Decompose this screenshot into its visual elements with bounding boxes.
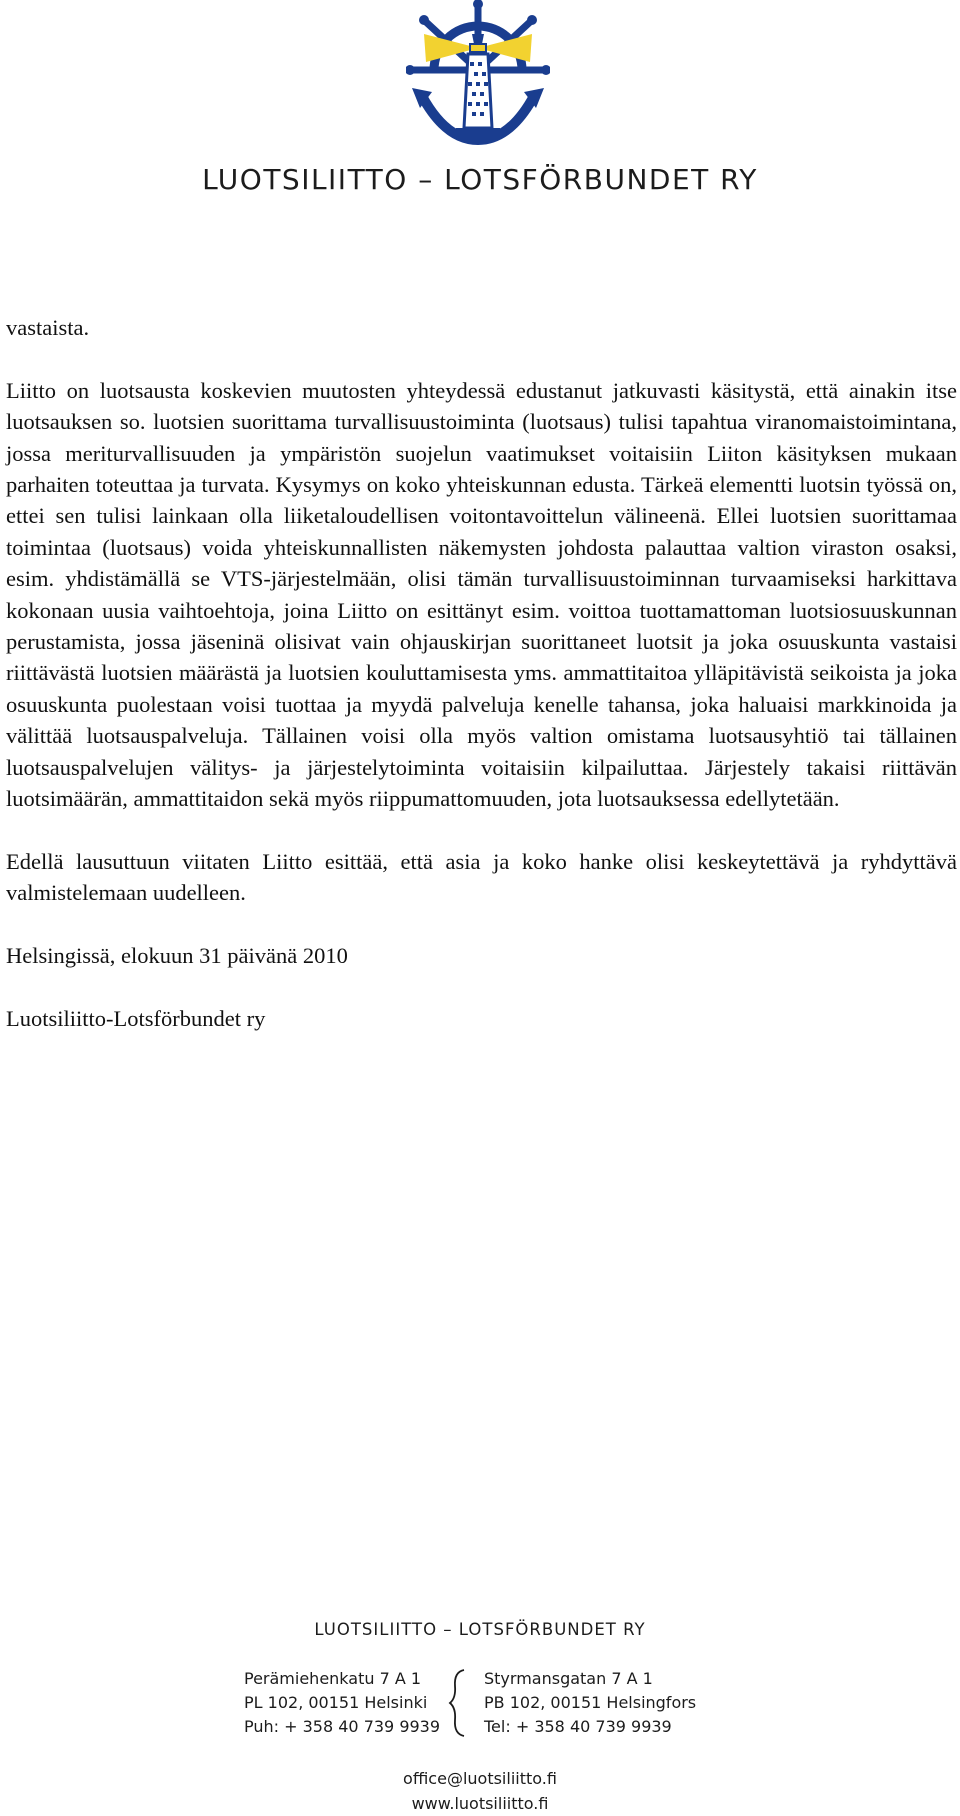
address-line: PB 102, 00151 Helsingfors (484, 1693, 697, 1712)
paragraph-main: Liitto on luotsausta koskevien muutosten yhteydessä edustanut jatkuvasti käsitystä, että ainakin itse luotsauksen so. luotsien suorittama turvallisuustoiminta (luotsaus) tulisi tapahtua viranomaistoimintana, jossa meriturvallisuuden ja ympäristön suojelun vaatimukset voitaisiin Liiton käsityksen mukaan parhaiten toteuttaa ja turvata. Kysymys on koko yhteiskunnan edusta. Tärkeä elementti luotsin työssä on, ettei sen tulisi lainkaan olla liiketaloudellisen voitontavoittelun välineenä. Ellei luotsien suorittamaa toimintaa (luotsaus) voida yhteiskunnallisten näkemysten johdosta palauttaa valtion viraston osaksi, esim. yhdistämällä se VTS-järjestelmään, olisi tämän turvallisuustoiminnan turvaamiseksi harkittava kokonaan uusia vaihtoehtoja, joina Liitto on esittänyt esim. voittoa tuottamattoman luotsiosuuskunnan perustamista, jossa jäseninä olisivat vain ohjauskirjan suorittaneet luotsit ja joka osuuskunta vastaisi riittävästä luotsien määrästä ja luotsien kouluttamisesta yms. ammattitaitoa ylläpitävistä seikoista ja joka osuuskunta puolestaan voisi tuottaa ja myydä palveluja kenelle tahansa, joka haluaisi markkinoida ja välittää luotsauspalveluja. Tällainen voisi olla myös valtion omistama luotsausyhtiö tai tällainen luotsauspalvelujen välitys- ja järjestelytoiminta voitaisiin kilpailuttaa. Järjestely takaisi riittävän luotsimäärän, ammattitaidon sekä myös riippumattomuuden, jota luotsauksessa edellytetään. (6, 377, 957, 812)
phone-line: Puh: + 358 40 739 9939 (244, 1717, 441, 1736)
footer-organization-name: LUOTSILIITTO – LOTSFÖRBUNDET RY (314, 1620, 646, 1639)
phone-line: Tel: + 358 40 739 9939 (484, 1717, 672, 1736)
address-line: Styrmansgatan 7 A 1 (484, 1669, 653, 1688)
brace-divider-icon (446, 1668, 472, 1738)
address-line: PL 102, 00151 Helsinki (244, 1693, 428, 1712)
website-link[interactable]: www.luotsiliitto.fi (411, 1794, 549, 1813)
address-swedish (484, 1667, 696, 1739)
address-finnish (244, 1667, 440, 1739)
date-place-line: Helsingissä, elokuun 31 päivänä 2010 (6, 943, 348, 969)
address-line: Perämiehenkatu 7 A 1 (244, 1669, 422, 1688)
organization-header: LUOTSILIITTO – LOTSFÖRBUNDET RY (202, 163, 758, 196)
letter-body (6, 312, 957, 1034)
contact-block (0, 1766, 960, 1816)
email-link[interactable]: office@luotsiliitto.fi (403, 1769, 557, 1788)
signature-line: Luotsiliitto-Lotsförbundet ry (6, 1005, 266, 1031)
paragraph-conclusion: Edellä lausuttuun viitaten Liitto esittää, että asia ja koko hanke olisi keskeytettävä ja ryhdyttävä valmistelemaan uudelleen. (6, 848, 957, 906)
paragraph-continuation: vastaista. (6, 315, 90, 340)
ship-wheel-lighthouse-icon (406, 0, 550, 150)
